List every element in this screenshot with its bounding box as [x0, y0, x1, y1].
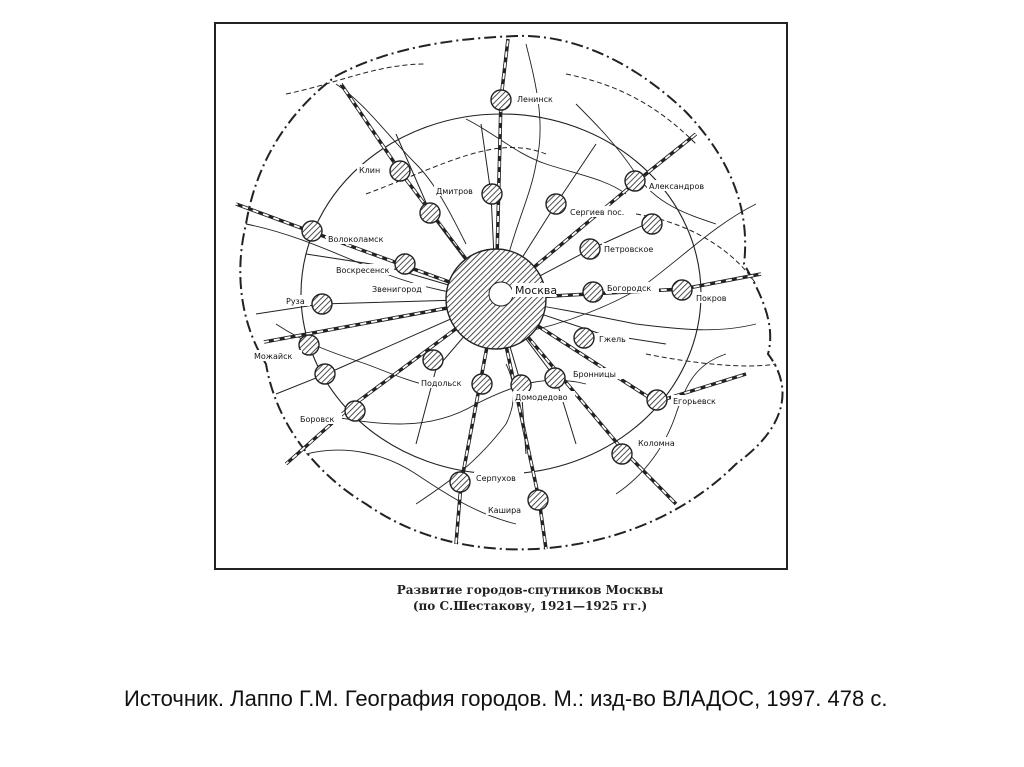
town-label-serpukhov: Серпухов — [476, 474, 516, 483]
town-label-sergiev: Сергиев пос. — [570, 208, 625, 217]
town-label-borovsk: Боровск — [300, 415, 335, 424]
town-marker-dmitrov — [482, 184, 502, 204]
town-label-volokolamsk: Волоколамск — [328, 235, 384, 244]
town-label-kolomna: Коломна — [638, 439, 675, 448]
town-label-egoryevsk: Егорьевск — [673, 397, 716, 406]
town-label-ruza: Руза — [286, 297, 305, 306]
town-marker-gzhel — [574, 328, 594, 348]
town-label-kashira: Кашира — [488, 506, 522, 515]
town-label-bronnitsy: Бронницы — [573, 370, 616, 379]
town-marker-bronnitsy — [545, 368, 565, 388]
town-marker-kashira — [528, 490, 548, 510]
town-label-petrovskoe: Петровское — [604, 245, 654, 254]
moscow-label: Москва — [515, 284, 558, 297]
town-marker-klin — [390, 161, 410, 181]
moscow-core — [489, 282, 513, 306]
source-citation: Источник. Лаппо Г.М. География городов. М.: изд-во ВЛАДОС, 1997. 478 с. — [124, 686, 888, 711]
town-marker-leninsk — [491, 90, 511, 110]
town-marker-volokolamsk — [302, 221, 322, 241]
town-label-dmitrov: Дмитров — [436, 187, 473, 196]
town-marker-petrovskoe — [580, 239, 600, 259]
town-marker-dmitrov-south — [420, 203, 440, 223]
town-marker-mozhaysk-south — [315, 364, 335, 384]
town-marker-sergiev — [546, 194, 566, 214]
town-marker-bogorodsk — [583, 282, 603, 302]
town-label-pokrov: Покров — [696, 294, 727, 303]
town-marker-voskresensk — [395, 254, 415, 274]
satellite-towns-map — [216, 24, 786, 568]
town-marker-podolsk-west — [423, 350, 443, 370]
town-label-podolsk: Подольск — [421, 379, 462, 388]
town-marker-serpukhov — [450, 472, 470, 492]
town-marker-ruza — [312, 294, 332, 314]
town-label-gzhel: Гжель — [599, 335, 626, 344]
town-marker-egoryevsk — [647, 390, 667, 410]
town-label-bogorodsk: Богородск — [607, 284, 652, 293]
town-marker-aleksandrov-south — [642, 214, 662, 234]
town-label-leninsk: Ленинск — [517, 95, 553, 104]
town-label-klin: Клин — [359, 166, 381, 175]
map-caption-title: Развитие городов-спутников Москвы — [396, 583, 664, 597]
town-marker-kolomna — [612, 444, 632, 464]
town-marker-podolsk — [472, 374, 492, 394]
town-label-zvenigorod: Звенигород — [372, 285, 422, 294]
town-label-aleksandrov: Александров — [649, 182, 705, 191]
town-marker-pokrov — [672, 280, 692, 300]
map-caption-subtitle: (по С.Шестакову, 1921—1925 гг.) — [412, 599, 648, 613]
town-label-mozhaysk: Можайск — [254, 352, 293, 361]
town-label-domodedovo: Домодедово — [515, 393, 568, 402]
map-caption — [380, 582, 680, 614]
town-marker-borovsk — [345, 401, 365, 421]
town-marker-aleksandrov — [625, 171, 645, 191]
map-frame — [214, 22, 788, 570]
town-label-voskresensk: Воскресенск — [336, 266, 390, 275]
